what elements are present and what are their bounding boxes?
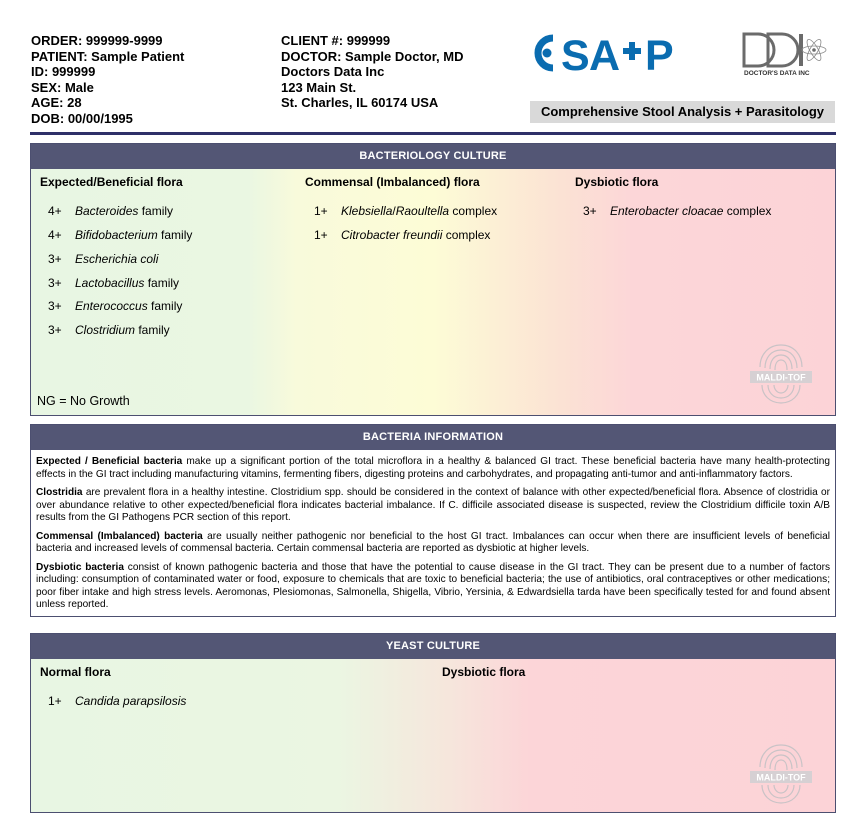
info-paragraph-beneficial: Expected / Beneficial bacteria make up a significant portion of the total microflora in a healthy & balanced GI tract. These beneficial bacteria have many health-protecting effects in the GI tract including manufacturing vitamins, fermenting fibers, digesting proteins and carbohydrates, and propagating anti-tumor and anti-inflammatory factors. xyxy=(36,456,831,480)
normal-flora-header: Normal flora xyxy=(40,665,111,679)
maldi-tof-watermark xyxy=(750,341,812,407)
patient-id: ID: 999999 xyxy=(31,64,96,80)
yeast-dysbiotic-header: Dysbiotic flora xyxy=(442,665,526,679)
expected-flora-header: Expected/Beneficial flora xyxy=(40,175,183,189)
yeast-section xyxy=(30,633,836,813)
dysbiotic-flora-header: Dysbiotic flora xyxy=(575,175,659,189)
svg-text:S: S xyxy=(561,32,590,78)
bacteriology-section xyxy=(30,143,836,416)
commensal-flora-header: Commensal (Imbalanced) flora xyxy=(305,175,480,189)
doctors-data-logo xyxy=(742,30,832,78)
list-item: 3+ Enterobacter cloacae complex xyxy=(583,204,772,218)
report-title: Comprehensive Stool Analysis + Parasitology xyxy=(530,101,835,123)
lab-name: Doctors Data Inc xyxy=(281,64,385,80)
patient-age: AGE: 28 xyxy=(31,95,82,111)
bacteriology-body xyxy=(31,169,835,415)
order-number: ORDER: 999999-9999 xyxy=(31,33,163,48)
list-item: 4+ Bifidobacterium family xyxy=(48,228,193,242)
lab-city: St. Charles, IL 60174 USA xyxy=(281,95,439,111)
patient-dob: DOB: 00/00/1995 xyxy=(31,110,133,126)
yeast-body xyxy=(31,659,835,812)
patient-sex: SEX: Male xyxy=(31,79,94,95)
list-item: 3+ Escherichia coli xyxy=(48,252,159,266)
list-item: 1+ Citrobacter freundii complex xyxy=(314,228,491,242)
doctor-name: DOCTOR: Sample Doctor, MD xyxy=(281,48,464,64)
bacteria-info-title: BACTERIA INFORMATION xyxy=(31,425,835,450)
csap-logo xyxy=(527,28,682,78)
bacteria-info-section xyxy=(30,424,836,617)
list-item: 3+ Clostridium family xyxy=(48,323,170,337)
svg-text:MALDI-TOF: MALDI-TOF xyxy=(756,372,806,383)
info-paragraph-commensal: Commensal (Imbalanced) bacteria are usually neither pathogenic nor beneficial to the host GI tract. Imbalances can occur when there are insufficient levels of beneficial bacteria and increased levels of commensal bacteria. Certain commensal bacteria are reported as dysbiotic at higher levels. xyxy=(36,530,831,554)
ddi-logo-text: DOCTOR'S DATA INC xyxy=(744,70,810,77)
list-item: 3+ Enterococcus family xyxy=(48,299,183,313)
client-number: CLIENT #: 999999 xyxy=(281,33,391,48)
info-paragraph-dysbiotic: Dysbiotic bacteria consist of known pathogenic bacteria and those that have the potential to cause disease in the GI tract. They can be present due to a number of factors including: consumption of contaminated water or food, exposure to chemicals that are toxic to beneficial bacteria; the use of antibiotics, oral contraceptives or other medications; poor fiber intake and high stress levels. Aeromonas, Plesiomonas, Salmonella, Shigella, Vibrio, Yersinia, & Edwardsiella tarda have been specifically tested for and found absent unless reported. xyxy=(36,561,830,610)
svg-text:MALDI-TOF: MALDI-TOF xyxy=(756,772,806,783)
maldi-tof-watermark xyxy=(750,741,812,807)
bacteria-info-body xyxy=(31,450,835,616)
bacteriology-title: BACTERIOLOGY CULTURE xyxy=(31,144,835,169)
patient-info xyxy=(31,33,184,127)
list-item: 1+ Klebsiella/Raoultella complex xyxy=(314,204,498,218)
header-divider xyxy=(30,132,836,135)
lab-street: 123 Main St. xyxy=(281,79,357,95)
svg-text:P: P xyxy=(645,32,674,78)
yeast-title: YEAST CULTURE xyxy=(31,634,835,659)
client-info xyxy=(281,33,464,111)
no-growth-footnote: NG = No Growth xyxy=(37,394,130,408)
list-item: 4+ Bacteroides family xyxy=(48,204,174,218)
svg-text:A: A xyxy=(589,32,621,78)
list-item: 1+ Candida parapsilosis xyxy=(48,694,187,708)
list-item: 3+ Lactobacillus family xyxy=(48,276,180,290)
patient-name: PATIENT: Sample Patient xyxy=(31,48,185,64)
info-paragraph-clostridia: Clostridia are prevalent flora in a healthy intestine. Clostridium spp. should be considered in the context of balance with other expected/beneficial flora. Absence of clostridia or over abundance relative to other expected/beneficial flora indicates bacterial imbalance. If C. difficile associated disease is suspected, review the Clostridium difficile toxin A/B results from the GI Pathogens PCR section of this report. xyxy=(36,487,830,523)
